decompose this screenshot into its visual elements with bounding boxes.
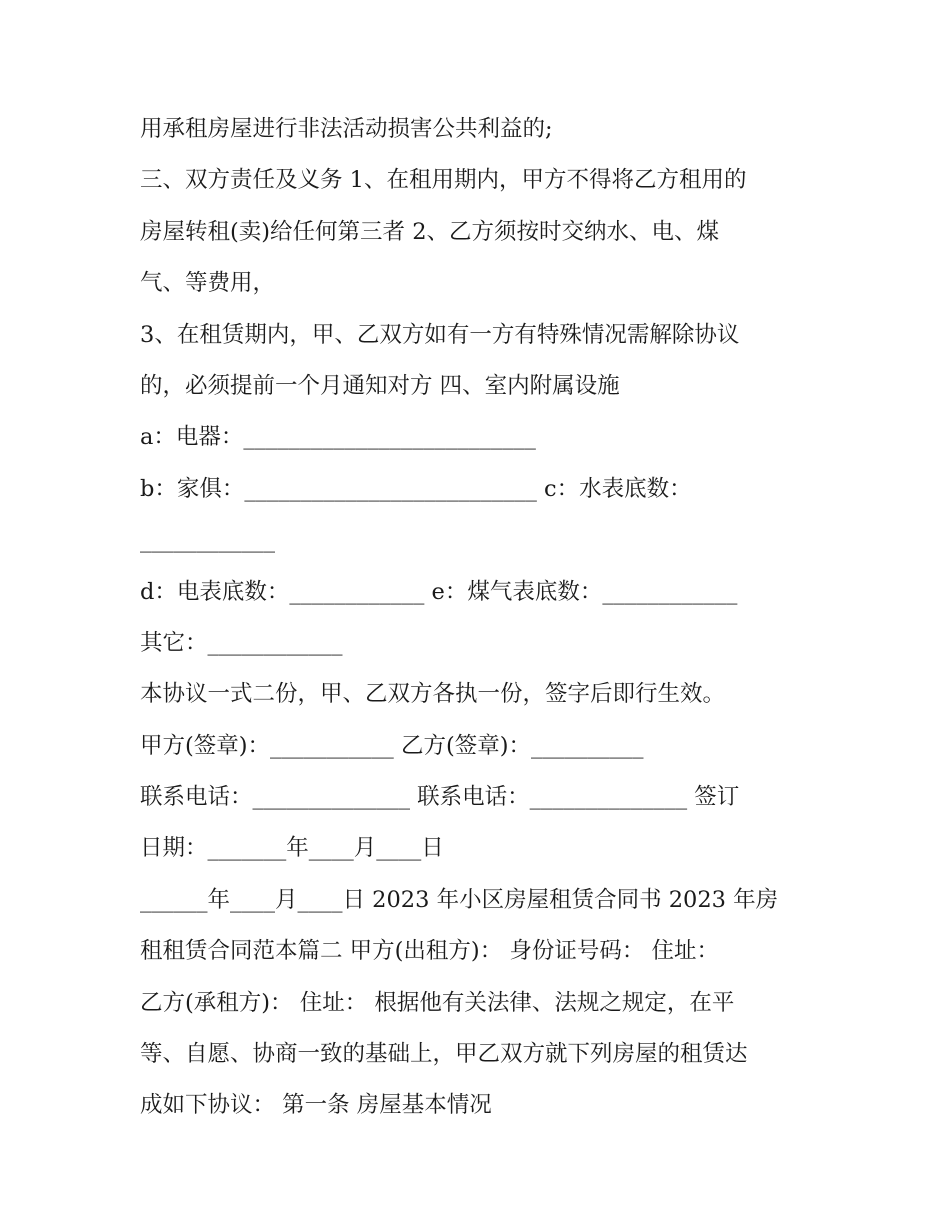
text-line: 气、等费用， [140, 270, 276, 297]
text-line: 3、在租赁期内，甲、乙双方如有一方有特殊情况需解除协议 [140, 321, 740, 348]
text-line: 联系电话：______________ 联系电话：______________ 签订 [140, 784, 740, 811]
text-line: 等、自愿、协商一致的基础上，甲乙双方就下列房屋的租赁达 [140, 1041, 748, 1068]
text-line: 用承租房屋进行非法活动损害公共利益的; [140, 116, 553, 142]
text-line: 日期：_______年____月____日 [140, 835, 444, 862]
text-line: 甲方(签章)：___________ 乙方(签章)：__________ [140, 732, 644, 759]
text-line: 的，必须提前一个月通知对方 四、室内附属设施 [140, 372, 620, 399]
text-line: 其它：____________ [140, 629, 343, 656]
text-line: 租租赁合同范本篇二 甲方(出租方)： 身份证号码： 住址： [140, 938, 720, 965]
text-line: 乙方(承租方)： 住址： 根据他有关法律、法规之规定，在平 [140, 989, 735, 1016]
text-line: 三、双方责任及义务 1、在租用期内，甲方不得将乙方租用的 [140, 167, 747, 194]
text-line: 本协议一式二份，甲、乙双方各执一份，签字后即行生效。 [140, 681, 726, 708]
document-page [140, 104, 820, 1132]
text-line: b：家俱：__________________________ c：水表底数： [140, 475, 692, 502]
text-line: a：电器：__________________________ [140, 424, 536, 451]
text-line: ______年____月____日 2023 年小区房屋租赁合同书 2023 年房 [140, 886, 779, 913]
text-line: d：电表底数：____________ e：煤气表底数：____________ [140, 578, 738, 605]
text-line: ____________ [140, 527, 275, 554]
text-line: 房屋转租(卖)给任何第三者 2、乙方须按时交纳水、电、煤 [140, 218, 720, 245]
text-line: 成如下协议： 第一条 房屋基本情况 [140, 1092, 492, 1119]
